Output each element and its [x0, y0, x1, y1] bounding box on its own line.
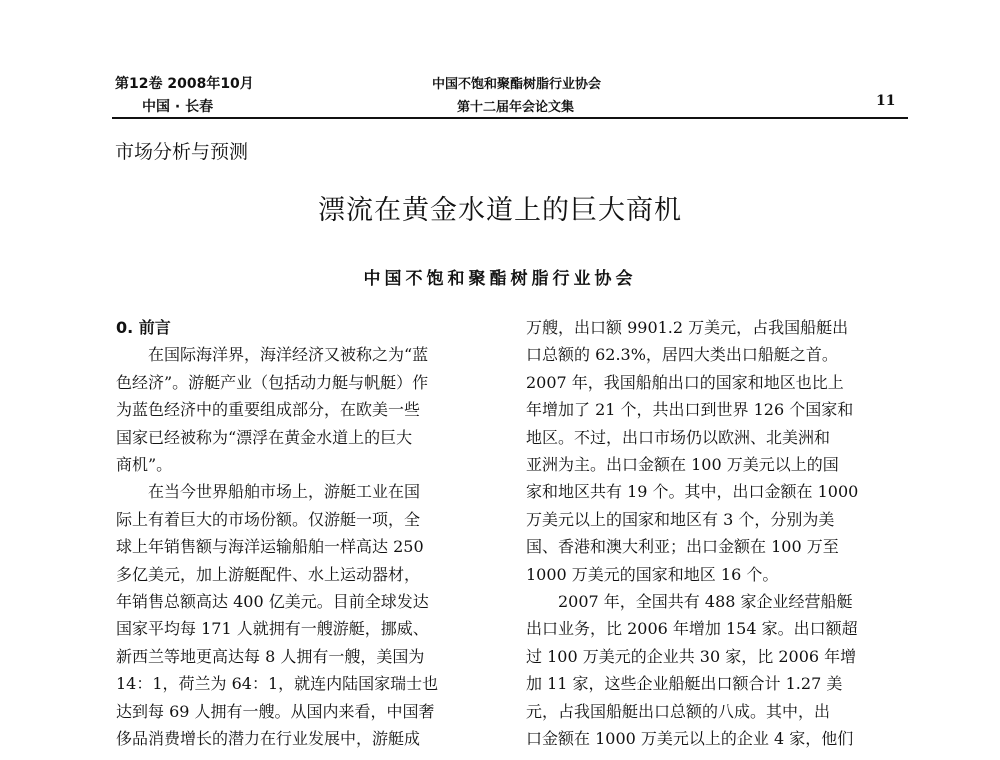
text-line: 口金额在 1000 万美元以上的企业 4 家，他们	[526, 729, 854, 748]
text-line: 商机”。	[116, 455, 173, 474]
text-line: 家和地区共有 19 个。其中，出口金额在 1000	[526, 482, 859, 502]
journal-location: 中国 · 长春	[142, 99, 214, 115]
text-line: 2007 年，全国共有 488 家企业经营船艇	[526, 592, 853, 611]
text-line: 国家已经被称为“漂浮在黄金水道上的巨大	[116, 427, 413, 447]
text-line: 年销售总额高达 400 亿美元。目前全球发达	[116, 592, 429, 611]
text-line: 14：1，荷兰为 64：1，就连内陆国家瑞士也	[116, 674, 439, 694]
text-line: 多亿美元，加上游艇配件、水上运动器材，	[116, 564, 421, 584]
text-line: 侈品消费增长的潜力在行业发展中，游艇成	[116, 729, 421, 748]
page-number: 11	[876, 93, 896, 109]
association-name: 中国不饱和聚酯树脂行业协会	[432, 77, 602, 92]
text-line: 加 11 家，这些企业船艇出口额合计 1.27 美	[526, 674, 843, 694]
text-line: 万艘，出口额 9901.2 万美元，占我国船艇出	[526, 318, 849, 337]
text-line: 色经济”。游艇产业（包括动力艇与帆艇）作	[116, 372, 429, 392]
header-rule	[112, 117, 908, 119]
section-label: 市场分析与预测	[115, 141, 249, 163]
paper-title: 漂流在黄金水道上的巨大商机	[318, 195, 682, 226]
proceedings-title: 第十二届年会论文集	[457, 100, 575, 115]
text-line: 出口业务，比 2006 年增加 154 家。出口额超	[526, 619, 858, 639]
text-line: 在当今世界船舶市场上，游艇工业在国	[116, 482, 421, 502]
text-line: 口总额的 62.3%，居四大类出口船艇之首。	[526, 345, 838, 365]
text-line: 国家平均每 171 人就拥有一艘游艇，挪威、	[116, 619, 429, 639]
paper-author: 中国不饱和聚酯树脂行业协会	[363, 269, 637, 289]
text-line: 达到每 69 人拥有一艘。从国内来看，中国奢	[116, 701, 435, 721]
text-line: 新西兰等地更高达每 8 人拥有一艘，美国为	[116, 646, 425, 666]
text-line: 2007 年，我国船舶出口的国家和地区也比上	[526, 372, 844, 392]
text-line: 在国际海洋界，海洋经济又被称之为“蓝	[116, 345, 429, 365]
text-line: 年增加了 21 个，共出口到世界 126 个国家和	[526, 400, 854, 420]
section-heading: 0. 前言	[116, 318, 171, 337]
text-line: 元，占我国船艇出口总额的八成。其中，出	[526, 701, 831, 721]
text-line: 过 100 万美元的企业共 30 家，比 2006 年增	[526, 646, 857, 666]
text-line: 国、香港和澳大利亚；出口金额在 100 万至	[526, 537, 839, 557]
text-line: 为蓝色经济中的重要组成部分，在欧美一些	[116, 400, 421, 420]
text-line: 球上年销售额与海洋运输船舶一样高达 250	[116, 537, 424, 557]
text-line: 际上有着巨大的市场份额。仅游艇一项，全	[116, 509, 421, 529]
journal-volume-date: 第12卷 2008年10月	[115, 76, 254, 92]
text-line: 亚洲为主。出口金额在 100 万美元以上的国	[526, 455, 839, 474]
text-line: 1000 万美元的国家和地区 16 个。	[526, 564, 779, 584]
text-line: 地区。不过，出口市场仍以欧洲、北美洲和	[526, 427, 831, 447]
text-line: 万美元以上的国家和地区有 3 个，分别为美	[526, 509, 835, 529]
